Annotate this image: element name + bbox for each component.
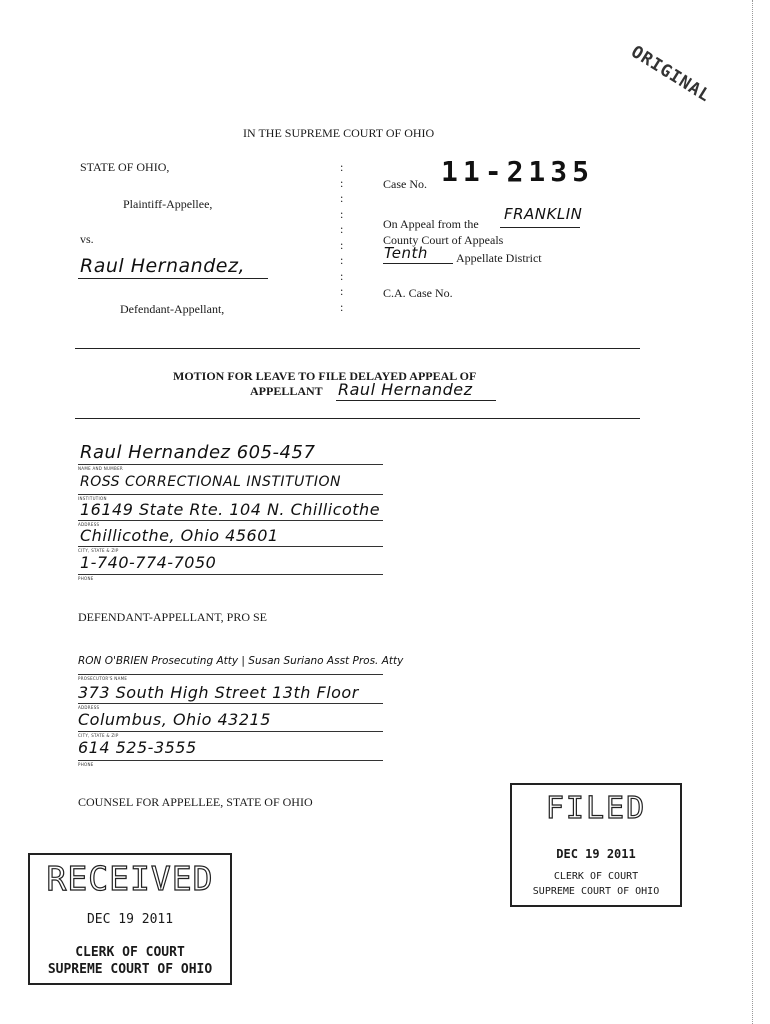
scan-edge — [752, 0, 753, 1024]
appellee-city-line — [78, 731, 383, 732]
appellant-name-id: Raul Hernandez 605-457 — [80, 442, 316, 463]
caption-divider — [75, 348, 640, 349]
motion-divider — [75, 418, 640, 419]
received-stamp — [28, 853, 232, 985]
filed-stamp-line1: CLERK OF COURT — [553, 871, 639, 882]
district-name: Tenth — [384, 244, 428, 262]
appellee-address-label: ADDRESS — [78, 705, 100, 710]
case-number: 11-2135 — [441, 155, 595, 188]
county-court-label: County Court of Appeals — [383, 233, 504, 247]
appellant-address-label: ADDRESS — [78, 522, 100, 527]
filed-stamp-date: DEC 19 2011 — [556, 847, 636, 861]
received-stamp-line1: CLERK OF COURT — [75, 945, 185, 960]
court-heading: IN THE SUPREME COURT OF OHIO — [243, 126, 435, 140]
appellant-phone-label: PHONE — [78, 576, 94, 581]
appellee-phone-label: PHONE — [78, 762, 94, 767]
appellant-name-label: NAME AND NUMBER — [78, 466, 123, 471]
appellee-designation: COUNSEL FOR APPELLEE, STATE OF OHIO — [78, 795, 313, 809]
defendant-name: Raul Hernandez, — [80, 255, 245, 277]
appellant-institution-line — [78, 494, 383, 495]
versus-text: vs. — [80, 232, 94, 246]
motion-title-line1: MOTION FOR LEAVE TO FILE DELAYED APPEAL OF — [173, 369, 477, 383]
appellant-name-line — [78, 464, 383, 465]
appellant-phone-line — [78, 574, 383, 575]
district-underline — [383, 263, 453, 264]
defendant-role: Defendant-Appellant, — [120, 302, 225, 316]
received-stamp-line2: SUPREME COURT OF OHIO — [47, 962, 213, 977]
appeal-from-label: On Appeal from the — [383, 217, 479, 231]
appellee-address: 373 South High Street 13th Floor — [78, 683, 359, 702]
appellee-city-label: CITY, STATE & ZIP — [78, 733, 119, 738]
appellee-prosecutor-label: PROSECUTOR'S NAME — [78, 676, 128, 681]
appellant-city-label: CITY, STATE & ZIP — [78, 548, 119, 553]
case-no-label: Case No. — [383, 177, 427, 191]
appellee-phone-line — [78, 760, 383, 761]
original-stamp: ORIGINAL — [627, 42, 715, 107]
motion-title-name: Raul Hernandez — [338, 380, 473, 399]
motion-title-prefix: APPELLANT — [250, 384, 323, 398]
filed-stamp-title: FILED — [545, 791, 647, 826]
appellant-address-line — [78, 520, 383, 521]
defendant-underline — [78, 278, 268, 279]
appellee-prosecutor: RON O'BRIEN Prosecuting Atty | Susan Suriano Asst Pros. Atty — [78, 655, 404, 667]
appellant-phone: 1-740-774-7050 — [80, 553, 217, 572]
filed-stamp-line2: SUPREME COURT OF OHIO — [532, 886, 660, 897]
appellee-address-line — [78, 703, 383, 704]
county-name: FRANKLIN — [504, 205, 583, 223]
received-stamp-title: RECEIVED — [46, 859, 214, 898]
appellant-city-line — [78, 546, 383, 547]
appellant-designation: DEFENDANT-APPELLANT, PRO SE — [78, 610, 268, 624]
appellant-address: 16149 State Rte. 104 N. Chillicothe — [80, 500, 381, 519]
appellant-institution-label: INSTITUTION — [78, 496, 107, 501]
appellant-city: Chillicothe, Ohio 45601 — [80, 526, 279, 545]
appellee-phone: 614 525-3555 — [78, 738, 197, 757]
caption-colons: : : : : : : : : : : — [340, 160, 344, 314]
plaintiff-name: STATE OF OHIO, — [80, 160, 170, 174]
plaintiff-role: Plaintiff-Appellee, — [123, 197, 213, 211]
appellee-prosecutor-line — [78, 674, 383, 675]
county-underline — [500, 227, 580, 228]
motion-title-underline — [336, 400, 496, 401]
ca-case-label: C.A. Case No. — [383, 286, 453, 300]
appellee-city: Columbus, Ohio 43215 — [78, 710, 271, 729]
received-stamp-date: DEC 19 2011 — [86, 912, 174, 927]
appellant-institution: ROSS CORRECTIONAL INSTITUTION — [80, 474, 341, 490]
district-label: Appellate District — [456, 251, 542, 265]
filed-stamp — [510, 783, 682, 907]
